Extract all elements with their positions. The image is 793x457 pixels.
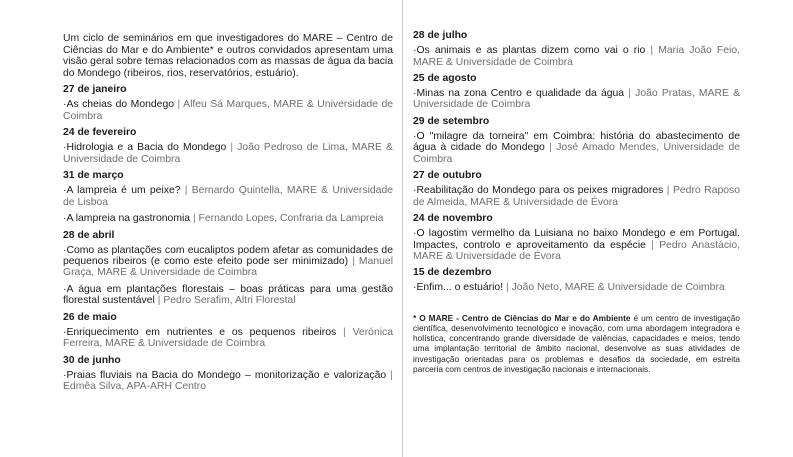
right-column	[413, 0, 740, 382]
talk-title: ·A lampreia na gastronomia	[63, 213, 191, 225]
talk-speaker: Alfeu Sá Marques, MARE & Universidade de Coimbra	[63, 99, 394, 122]
session-block	[413, 267, 740, 294]
mare-footnote-head: * O MARE - Centro de Ciências do Mar e do Ambiente	[413, 312, 631, 323]
talk-title: ·O lagostim vermelho da Luisiana no baixo Mondego e em Portugal. Impactes, controlo e aproveitamento da espécie	[413, 228, 740, 251]
talk-speaker: Pedro Anastácio, MARE & Universidade de Évora	[413, 239, 741, 262]
talk-speaker: José Amado Mendes, Universidade de Coimbra	[413, 142, 740, 165]
talk-speaker: Maria João Feio, MARE & Universidade de Coimbra	[413, 45, 740, 68]
talk-separator: |	[177, 99, 181, 111]
right-sessions-list	[413, 30, 740, 294]
session-date: 30 de junho	[63, 354, 121, 366]
session-date: 27 de outubro	[413, 170, 482, 182]
left-column	[63, 0, 393, 397]
talk-title: ·Praias fluviais na Bacia do Mondego – monitorização e valorização	[63, 369, 387, 381]
talk-entry	[63, 99, 393, 122]
session-date: 15 de dezembro	[413, 267, 492, 279]
talk-entry	[413, 131, 740, 165]
session-date: 27 de janeiro	[63, 84, 127, 96]
talk-entry	[63, 245, 393, 279]
talk-speaker: Pedro Raposo de Almeida, MARE & Universidade de Évora	[413, 185, 741, 208]
talk-entry	[63, 142, 393, 165]
session-block	[63, 230, 393, 307]
session-block	[63, 312, 393, 350]
talk-separator: |	[192, 213, 196, 225]
session-block	[413, 30, 740, 68]
session-date: 28 de abril	[63, 229, 115, 241]
mare-footnote	[413, 313, 740, 374]
talk-separator: |	[390, 369, 393, 381]
session-date: 31 de março	[63, 170, 124, 182]
talk-speaker: João Neto, MARE & Universidade de Coimbra	[511, 282, 725, 294]
session-block	[63, 127, 393, 165]
talk-speaker: João Pratas, MARE & Universidade de Coimbra	[413, 88, 741, 111]
column-divider	[402, 0, 403, 457]
talk-entry	[413, 88, 740, 111]
session-block	[63, 84, 393, 122]
session-block	[413, 170, 740, 208]
talk-separator: |	[352, 256, 355, 267]
session-block	[413, 213, 740, 262]
talk-title: ·O "milagre da torneira" em Coimbra: história do abastecimento de água à cidade do Mondego	[413, 130, 740, 154]
left-sessions-list	[63, 84, 393, 392]
session-date: 24 de novembro	[413, 213, 493, 225]
session-block	[63, 355, 393, 393]
intro-paragraph: Um ciclo de seminários em que investigadores do MARE – Centro de Ciências do Mar e do Ambiente* e outros convidados apresentam uma visão geral sobre temas relacionados com as massas de água da bacia do Mondego (ribeiros, rios, reservatórios, estuário).	[63, 33, 393, 79]
session-date: 24 de fevereiro	[63, 127, 137, 139]
talk-title: ·Os animais e as plantas dizem como vai o rio	[413, 45, 646, 57]
talk-separator: |	[651, 239, 654, 251]
talk-separator: |	[505, 282, 509, 294]
talk-entry	[63, 284, 393, 307]
session-block	[413, 116, 740, 165]
talk-speaker: Fernando Lopes, Confraria da Lampreia	[198, 213, 384, 225]
talk-separator: |	[650, 45, 654, 57]
talk-separator: |	[343, 326, 346, 338]
talk-entry	[63, 185, 393, 208]
talk-speaker: João Pedroso de Lima, MARE & Universidade de Coimbra	[63, 142, 393, 165]
talk-separator: |	[184, 185, 188, 197]
talk-title: ·Enfim... o estuário!	[413, 282, 504, 294]
talk-speaker: Verónica Ferreira, MARE & Universidade de Coimbra	[63, 326, 394, 350]
session-date: 25 de agosto	[413, 72, 477, 84]
talk-separator: |	[549, 142, 552, 154]
talk-entry	[413, 282, 740, 293]
talk-separator: |	[628, 88, 631, 99]
talk-title: ·Minas na zona Centro e qualidade da água	[413, 88, 625, 99]
talk-speaker: Pedro Serafim, Altri Florestal	[163, 295, 296, 307]
talk-entry	[413, 45, 740, 68]
talk-title: ·A lampreia é um peixe?	[63, 185, 181, 197]
talk-separator: |	[666, 185, 670, 197]
mare-footnote-body: é um centro de investigação científica, desenvolvimento tecnológico e inovação, com uma abordagem integradora e holística, concentrando grande diversidade de valências, capacidades e meios, tendo uma implantação territorial de âmbito nacional, desenvolve as suas atividades de investigação orientadas para os problemas e desafios da sociedade, em estreita parceria com centros de investigação nacionais e internacionais.	[413, 312, 740, 374]
talk-entry	[63, 370, 393, 393]
session-date: 26 de maio	[63, 311, 117, 323]
talk-title: ·Como as plantações com eucaliptos podem afetar as comunidades de pequenos ribeiros (e como este efeito pode ser minimizado)	[63, 244, 393, 267]
talk-title: ·Enriquecimento em nutrientes e os pequenos ribeiros	[63, 326, 337, 338]
talk-title: ·Reabilitação do Mondego para os peixes migradores	[413, 185, 664, 197]
session-block	[413, 73, 740, 111]
talk-speaker: Edmêa Silva, APA-ARH Centro	[63, 381, 207, 393]
talk-title: ·Hidrologia e a Bacia do Mondego	[63, 142, 227, 154]
talk-entry	[63, 213, 393, 224]
talk-entry	[63, 327, 393, 350]
talk-entry	[413, 185, 740, 208]
talk-title: ·A água em plantações florestais – boas práticas para uma gestão florestal sustentável	[63, 283, 393, 307]
talk-separator: |	[230, 142, 234, 154]
talk-title: ·As cheias do Mondego	[63, 99, 175, 111]
talk-entry	[413, 228, 740, 262]
session-date: 28 de julho	[413, 30, 468, 41]
session-block	[63, 170, 393, 224]
talk-speaker: Manuel Graça, MARE & Universidade de Coimbra	[63, 256, 394, 279]
talk-speaker: Bernardo Quintella, MARE & Universidade de Lisboa	[63, 185, 394, 208]
talk-separator: |	[157, 295, 161, 307]
session-date: 29 de setembro	[413, 115, 490, 127]
